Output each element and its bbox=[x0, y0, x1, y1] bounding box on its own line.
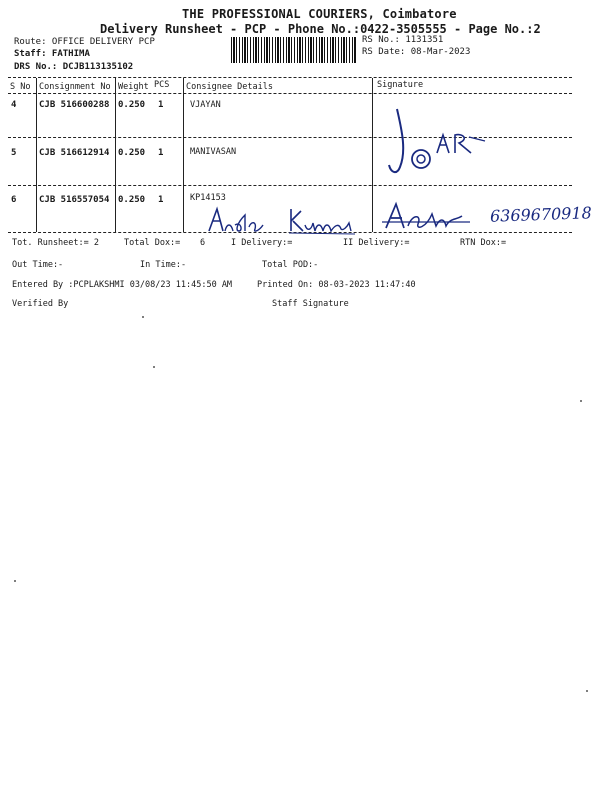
total-runsheet: Tot. Runsheet:= 2 bbox=[12, 238, 99, 248]
row-consignment: CJB 516557054 bbox=[39, 195, 110, 205]
scan-speck bbox=[14, 580, 16, 582]
verified-by: Verified By bbox=[12, 299, 69, 309]
handwritten-name bbox=[205, 205, 365, 237]
row-sno: 6 bbox=[11, 195, 17, 205]
row-consignment: CJB 516600288 bbox=[39, 100, 110, 110]
scan-speck bbox=[586, 690, 588, 692]
scan-speck bbox=[142, 316, 144, 318]
rs-date: RS Date: 08-Mar-2023 bbox=[362, 47, 471, 57]
row-pcs: 1 bbox=[158, 148, 164, 158]
column-divider bbox=[183, 78, 184, 232]
column-divider bbox=[372, 78, 373, 232]
column-divider bbox=[36, 78, 37, 232]
second-delivery: II Delivery:= bbox=[343, 238, 410, 248]
staff-label: Staff: FATHIMA bbox=[14, 49, 90, 59]
col-header-signature: Signature bbox=[377, 80, 424, 90]
table-top-border bbox=[8, 77, 572, 78]
total-dox-label: Total Dox:= bbox=[124, 238, 181, 248]
scan-speck bbox=[153, 366, 155, 368]
entered-by: Entered By :PCPLAKSHMI 03/08/23 11:45:50 AM bbox=[12, 280, 233, 290]
handwritten-signature-1 bbox=[385, 105, 495, 180]
row-weight: 0.250 bbox=[118, 100, 146, 110]
printed-on: Printed On: 08-03-2023 11:47:40 bbox=[257, 280, 416, 290]
row-consignee: MANIVASAN bbox=[190, 147, 237, 157]
total-dox-value: 6 bbox=[200, 238, 206, 248]
col-header-sno: S No bbox=[10, 82, 31, 92]
drs-number: DRS No.: DCJB113135102 bbox=[14, 62, 134, 72]
first-delivery: I Delivery:= bbox=[231, 238, 293, 248]
rs-number: RS No.: 1131351 bbox=[362, 35, 444, 45]
handwritten-phone-number: 6369670918 bbox=[489, 203, 593, 226]
row-consignee: KP14153 bbox=[190, 193, 226, 203]
in-time: In Time:- bbox=[140, 260, 187, 270]
staff-signature: Staff Signature bbox=[272, 299, 349, 309]
col-header-consignment: Consignment No bbox=[39, 82, 111, 92]
company-title: THE PROFESSIONAL COURIERS, Coimbatore bbox=[182, 7, 457, 21]
row-consignment: CJB 516612914 bbox=[39, 148, 110, 158]
col-header-consignee: Consignee Details bbox=[186, 82, 273, 92]
column-divider bbox=[115, 78, 116, 232]
runsheet-subtitle: Delivery Runsheet - PCP - Phone No.:0422-3505555 - Page No.:2 bbox=[100, 22, 541, 36]
scan-speck bbox=[580, 400, 582, 402]
row-consignee: VJAYAN bbox=[190, 100, 221, 110]
row-pcs: 1 bbox=[158, 100, 164, 110]
table-header-border bbox=[8, 93, 572, 94]
row-divider bbox=[8, 185, 572, 186]
row-weight: 0.250 bbox=[118, 148, 146, 158]
row-sno: 4 bbox=[11, 100, 17, 110]
route-label: Route: OFFICE DELIVERY PCP bbox=[14, 37, 155, 47]
barcode-image bbox=[231, 37, 356, 63]
row-weight: 0.250 bbox=[118, 195, 146, 205]
total-pod: Total POD:- bbox=[262, 260, 319, 270]
out-time: Out Time:- bbox=[12, 260, 64, 270]
handwritten-signature-2 bbox=[382, 200, 472, 234]
col-header-weight: Weight bbox=[118, 82, 149, 92]
row-pcs: 1 bbox=[158, 195, 164, 205]
return-dox: RTN Dox:= bbox=[460, 238, 507, 248]
row-sno: 5 bbox=[11, 148, 17, 158]
col-header-pcs: PCS bbox=[154, 80, 170, 90]
